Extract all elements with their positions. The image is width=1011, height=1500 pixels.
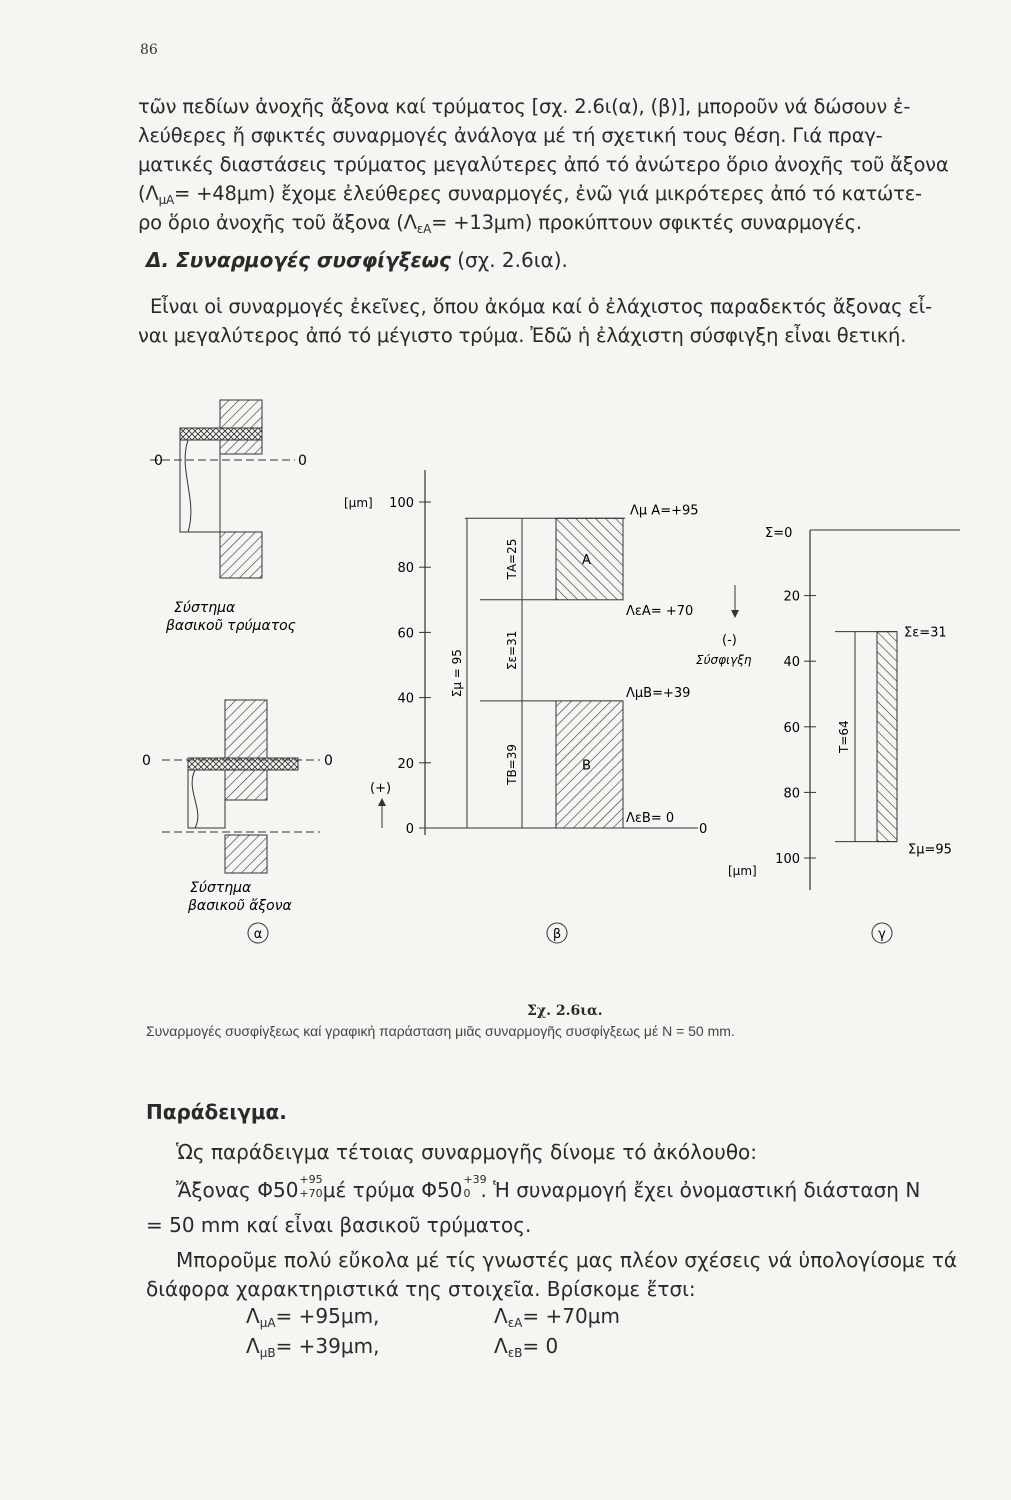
intro-line: $(\Lambda_{\mu A}= +48\mu m)$ ἔχομε ἐλεύθερες συναρμογές, ἐνῶ γιά μικρότερες ἀπό τό κατώτε- (138, 182, 922, 207)
section-heading (146, 248, 568, 272)
example-line: Ἄξονας Φ50 +95 +70 μέ τρύμα Φ50 +39 0 . Ἡ συναρμογή ἔχει ὀνομαστική διάσταση N (176, 1173, 921, 1202)
label-lmb: ΛμΒ=+39 (626, 685, 691, 701)
tick-label: 0 (405, 822, 414, 837)
axis-label: 0 (142, 753, 151, 769)
label-sm: Σμ=95 (908, 842, 952, 858)
axis-label: 0 (298, 453, 307, 469)
intro-paragraph (138, 92, 978, 237)
tick-label: 40 (397, 691, 414, 707)
axis-label: 0 (324, 753, 333, 769)
field-a-label: A (582, 553, 591, 569)
field-b-label: B (582, 758, 591, 774)
tick-label: 80 (397, 561, 414, 577)
result-lea: $\Lambda_{\varepsilon A}= +70\mu m$ (494, 1304, 620, 1330)
dim-tb: ΤΒ=39 (505, 743, 519, 785)
plus-label: (+) (370, 781, 392, 796)
dim-se: Σε=31 (505, 630, 519, 671)
unit-label: [μm] (344, 496, 373, 510)
hole-system-label: Σύστημα (174, 600, 236, 616)
diagram-shaft-system (142, 700, 333, 943)
hole-system-label: βασικοῦ τρύματος (166, 618, 296, 634)
dim-t: Τ=64 (837, 720, 851, 753)
section-ref: (σχ. 2.6ια). (457, 248, 568, 272)
intro-line: τῶν πεδίων ἀνοχῆς ἄξονα καί τρύματος [σχ. 2.6ι(α), (β)], μποροῦν νά δώσουν ἐ- (138, 95, 911, 118)
result-leb: $\Lambda_{\varepsilon B}= 0$ (494, 1334, 559, 1360)
label-se: Σε=31 (904, 625, 947, 641)
shaft-system-label: βασικοῦ ἄξονα (188, 898, 292, 914)
example-line: Ὡς παράδειγμα τέτοιας συναρμογῆς δίνομε τό ἀκόλουθο: (176, 1140, 758, 1164)
example-line: = 50 mm καί εἶναι βασικοῦ τρύματος. (146, 1213, 532, 1237)
minus-label: (-) (722, 633, 737, 648)
shaft-tolerance: +95 +70 (299, 1173, 323, 1200)
shaft-system-label: Σύστημα (190, 880, 252, 896)
chart-interference (696, 526, 960, 943)
intro-line: λεύθερες ἤ σφικτές συναρμογές ἀνάλογα μέ τή σχετική τους θέση. Γιά πραγ- (138, 124, 883, 147)
dim-ta: ΤΑ=25 (505, 538, 519, 580)
marker-gamma: γ (878, 927, 886, 942)
label-leb: ΛεΒ= 0 (626, 811, 675, 826)
tick-label: 40 (783, 655, 800, 671)
section-line: Εἶναι οἱ συναρμογές ἐκεῖνες, ὅπου ἀκόμα καί ὁ ἐλάχιστος παραδεκτός ἄξονας εἶ- (150, 295, 932, 318)
tick-label: 20 (397, 756, 414, 772)
tick-label: 60 (397, 626, 414, 642)
result-lmb: $\Lambda_{\mu B}= +39\mu m$, (246, 1334, 380, 1360)
intro-line: ρο ὅριο ἀνοχῆς τοῦ ἄξονα $(\Lambda_{\varepsilon A}= +13\mu m)$ προκύπτουν σφικτές συναρμογές. (138, 211, 862, 236)
example-line: διάφορα χαρακτηριστικά της στοιχεῖα. Βρίσκομε ἔτσι: (146, 1277, 696, 1301)
interference-bar (877, 632, 897, 842)
label-lma: Λμ Α=+95 (630, 503, 699, 519)
tick-label: 100 (775, 852, 800, 867)
tick-label: 20 (783, 589, 800, 605)
page-number: 86 (140, 42, 158, 58)
tick-label: 80 (783, 786, 800, 802)
dim-sm: Σμ = 95 (450, 649, 464, 698)
hole-tolerance: +39 0 (463, 1173, 487, 1200)
sigma0-label: Σ=0 (765, 526, 793, 541)
result-lma: $\Lambda_{\mu A}= +95\mu m$, (246, 1304, 380, 1330)
tick-label: 60 (783, 720, 800, 736)
unit-label: [μm] (728, 864, 757, 878)
intro-line: ματικές διαστάσεις τρύματος μεγαλύτερες ἀπό τό ἀνώτερο ὅριο ἀνοχῆς τοῦ ἄξονα (138, 153, 949, 176)
section-paragraph (138, 292, 978, 350)
label-lea: ΛεΑ= +70 (626, 603, 694, 619)
caption-text: Συναρμογές συσφίγξεως καί γραφική παράσταση μιᾶς συναρμογῆς συσφίγξεως μέ N = 50 mm. (146, 1023, 735, 1039)
section-title: Δ. Συναρμογές συσφίγξεως (146, 248, 451, 272)
caption-number: Σχ. 2.6ια. (527, 1003, 603, 1019)
example-line: Μποροῦμε πολύ εὔκολα μέ τίς γνωστές μας πλέον σχέσεις νά ὑπολογίσομε τά (176, 1248, 958, 1272)
tick-label: 100 (389, 496, 414, 511)
diagram-hole-system (150, 400, 307, 634)
zero-label: 0 (699, 822, 708, 837)
marker-alpha: α (253, 927, 263, 942)
marker-beta: β (552, 927, 562, 942)
axis-label: 0 (154, 453, 163, 469)
example-title: Παράδειγμα. (146, 1100, 287, 1124)
figure-2-6ia (120, 380, 980, 960)
compress-label: Σύσφιγξη (696, 653, 752, 667)
section-line: ναι μεγαλύτερος ἀπό τό μέγιστο τρύμα. Ἐδῶ ἡ ἐλάχιστη σύσφιγξη εἶναι θετική. (138, 324, 907, 347)
chart-tolerance-fields (344, 470, 707, 943)
